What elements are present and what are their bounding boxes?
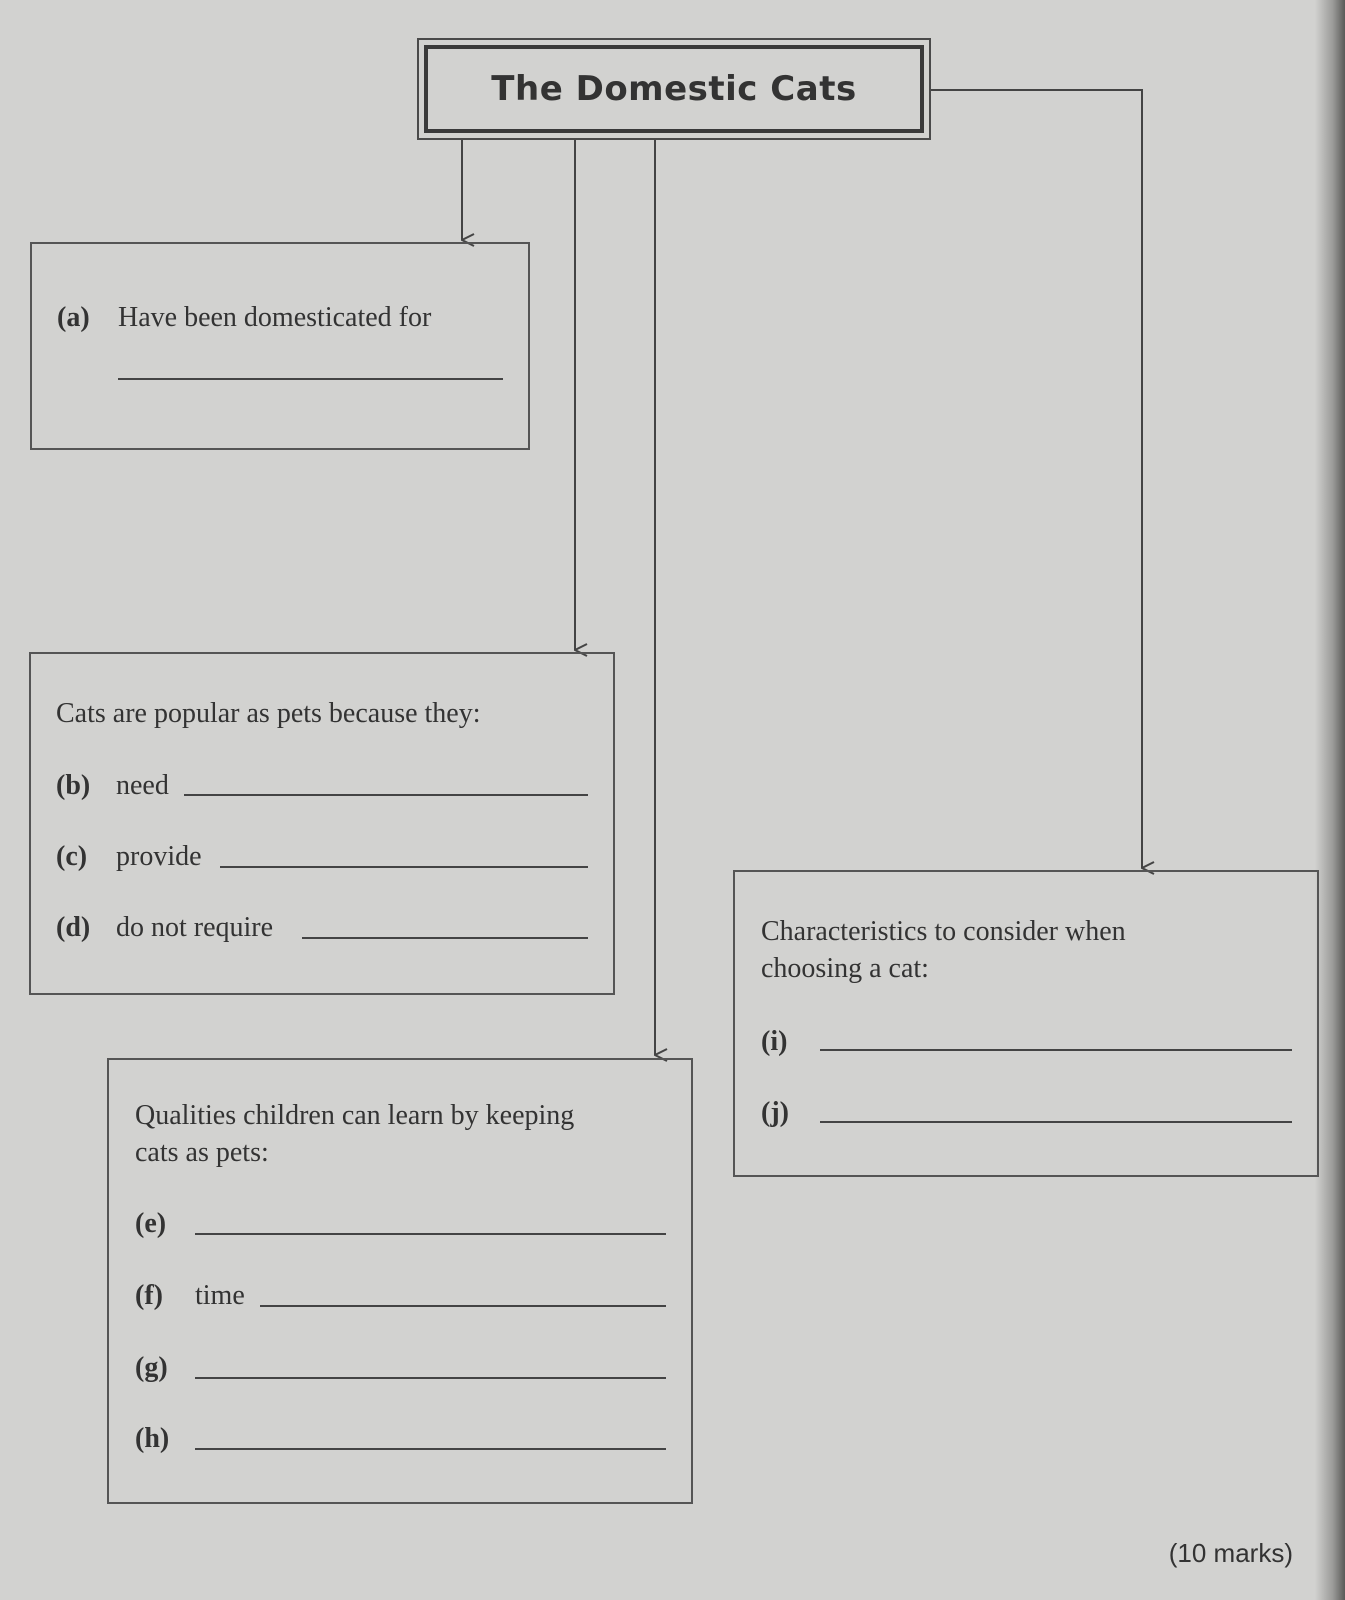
answer-line-i[interactable] [820, 1049, 1292, 1051]
answer-line-a[interactable] [118, 378, 503, 380]
item-label-d: (d) [56, 912, 91, 943]
item-label-g: (g) [135, 1352, 168, 1383]
box-domesticated [30, 242, 530, 450]
answer-line-c[interactable] [220, 866, 588, 868]
item-text-f: time [195, 1280, 245, 1311]
item-text-d: do not require [116, 912, 274, 943]
answer-line-h[interactable] [195, 1448, 666, 1450]
item-label-a: (a) [57, 302, 90, 333]
box-characteristics-heading-line2: choosing a cat: [761, 953, 929, 984]
box-qualities-heading-line1: Qualities children can learn by keeping [135, 1100, 575, 1131]
answer-line-j[interactable] [820, 1121, 1292, 1123]
answer-line-b[interactable] [184, 794, 588, 796]
item-label-f: (f) [135, 1280, 163, 1311]
marks-total: (10 marks) [1168, 1538, 1293, 1568]
answer-line-f[interactable] [260, 1305, 666, 1307]
box-popular-heading: Cats are popular as pets because they: [56, 698, 481, 729]
answer-line-e[interactable] [195, 1233, 666, 1235]
arrow-to-box-characteristics [931, 90, 1142, 868]
item-text-b: need [116, 770, 169, 801]
item-label-i: (i) [761, 1026, 788, 1057]
answer-line-g[interactable] [195, 1377, 666, 1379]
box-qualities-heading-line2: cats as pets: [135, 1137, 269, 1168]
item-label-e: (e) [135, 1208, 167, 1239]
item-label-j: (j) [761, 1097, 789, 1128]
answer-line-d[interactable] [302, 937, 588, 939]
page-title: The Domestic Cats [491, 69, 857, 109]
item-text-a: Have been domesticated for [118, 302, 432, 333]
item-label-c: (c) [56, 841, 88, 872]
item-label-h: (h) [135, 1423, 170, 1454]
item-text-c: provide [116, 841, 202, 872]
item-label-b: (b) [56, 770, 91, 801]
box-characteristics-heading-line1: Characteristics to consider when [761, 916, 1126, 947]
title-box [417, 38, 931, 140]
